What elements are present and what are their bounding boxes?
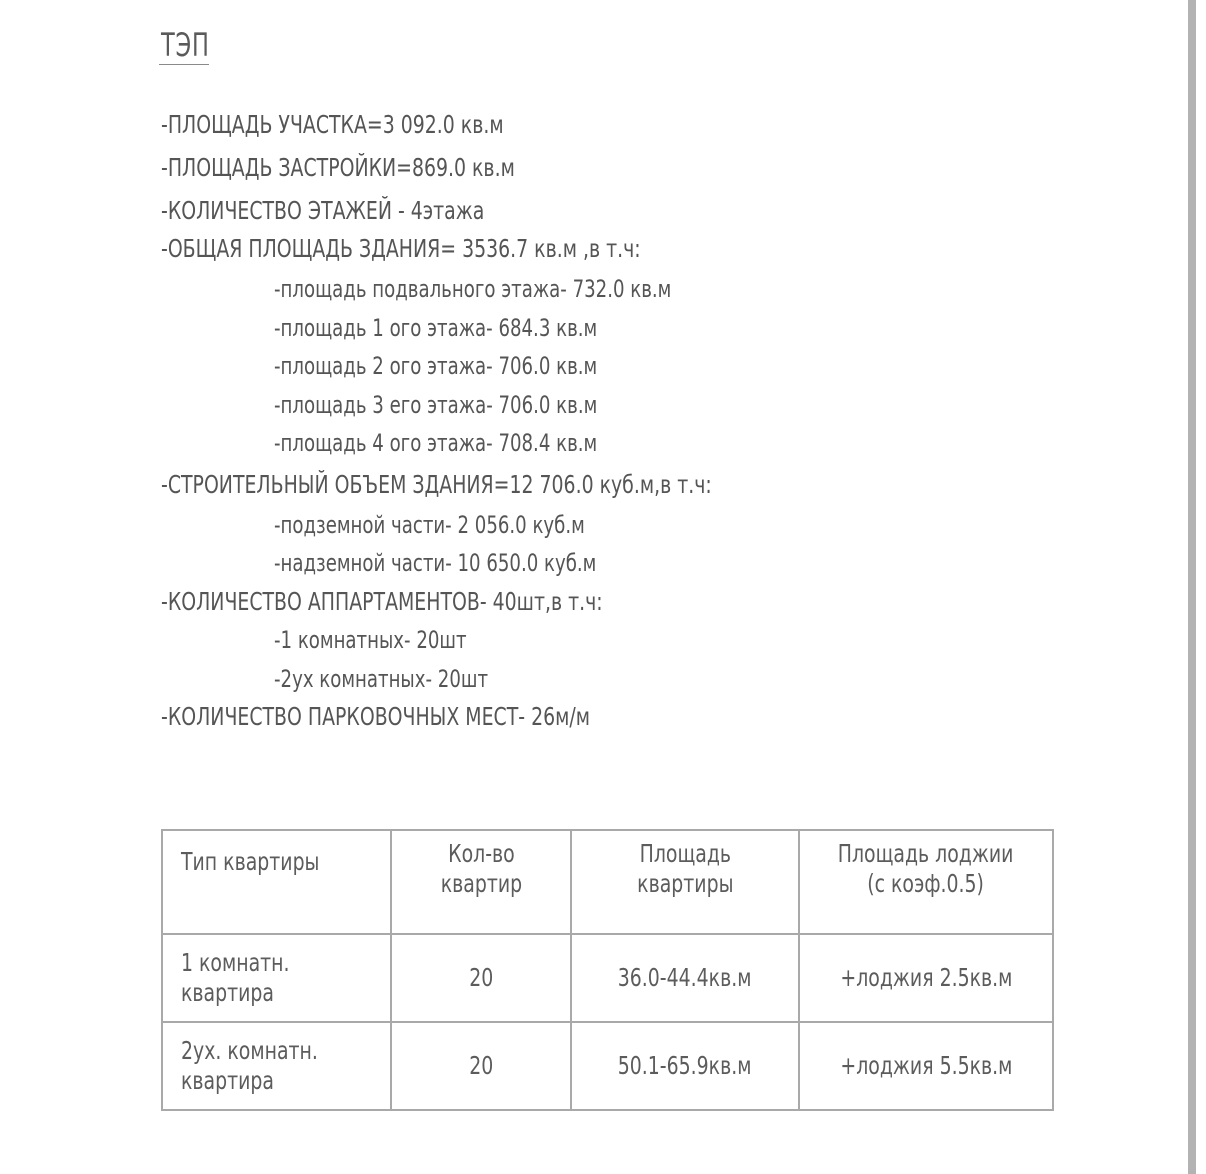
table-row — [162, 934, 1053, 1022]
basement-area-line: -площадь подвального этажа- 732.0 кв.м — [274, 275, 672, 303]
underground-volume-line: -подземной части- 2 056.0 куб.м — [274, 511, 585, 539]
cell-apartment-count: 20 — [391, 934, 571, 1022]
floor-2-area-line: -площадь 2 ого этажа- 706.0 кв.м — [274, 352, 598, 380]
two-room-count-line: -2ух комнатных- 20шт — [274, 665, 489, 693]
apartment-types-table — [161, 829, 1054, 1111]
built-area-line: -ПЛОЩАДЬ ЗАСТРОЙКИ=869.0 кв.м — [161, 153, 515, 182]
cell-loggia-area: +лоджия 5.5кв.м — [799, 1022, 1053, 1110]
floor-1-area-line: -площадь 1 ого этажа- 684.3 кв.м — [274, 314, 598, 342]
cell-apartment-area: 36.0-44.4кв.м — [571, 934, 799, 1022]
floor-4-area-line: -площадь 4 ого этажа- 708.4 кв.м — [274, 429, 598, 457]
header-apartment-count: Кол-во квартир — [391, 830, 571, 934]
table-row — [162, 1022, 1053, 1110]
apartments-count-line: -КОЛИЧЕСТВО АППАРТАМЕНТОВ- 40шт,в т.ч: — [161, 587, 603, 616]
cell-loggia-area: +лоджия 2.5кв.м — [799, 934, 1053, 1022]
title-underline — [159, 64, 209, 65]
cell-apartment-count: 20 — [391, 1022, 571, 1110]
header-apartment-type: Тип квартиры — [162, 830, 391, 934]
table-header-row — [162, 830, 1053, 934]
floor-3-area-line: -площадь 3 его этажа- 706.0 кв.м — [274, 391, 598, 419]
floors-count-line: -КОЛИЧЕСТВО ЭТАЖЕЙ - 4этажа — [161, 196, 485, 225]
document-title: ТЭП — [161, 26, 210, 64]
total-area-line: -ОБЩАЯ ПЛОЩАДЬ ЗДАНИЯ= 3536.7 кв.м ,в т.ч: — [161, 234, 641, 263]
building-volume-line: -СТРОИТЕЛЬНЫЙ ОБЪЕМ ЗДАНИЯ=12 706.0 куб.м,в т.ч: — [161, 470, 712, 499]
page-edge-rule — [1188, 0, 1196, 1174]
header-loggia-area: Площадь лоджии (с коэф.0.5) — [799, 830, 1053, 934]
aboveground-volume-line: -надземной части- 10 650.0 куб.м — [274, 549, 597, 577]
cell-apartment-area: 50.1-65.9кв.м — [571, 1022, 799, 1110]
parking-count-line: -КОЛИЧЕСТВО ПАРКОВОЧНЫХ МЕСТ- 26м/м — [161, 702, 591, 731]
header-apartment-area: Площадь квартиры — [571, 830, 799, 934]
one-room-count-line: -1 комнатных- 20шт — [274, 626, 467, 654]
site-area-line: -ПЛОЩАДЬ УЧАСТКА=3 092.0 кв.м — [161, 110, 504, 139]
cell-apartment-type: 2ух. комнатн. квартира — [162, 1022, 391, 1110]
cell-apartment-type: 1 комнатн. квартира — [162, 934, 391, 1022]
